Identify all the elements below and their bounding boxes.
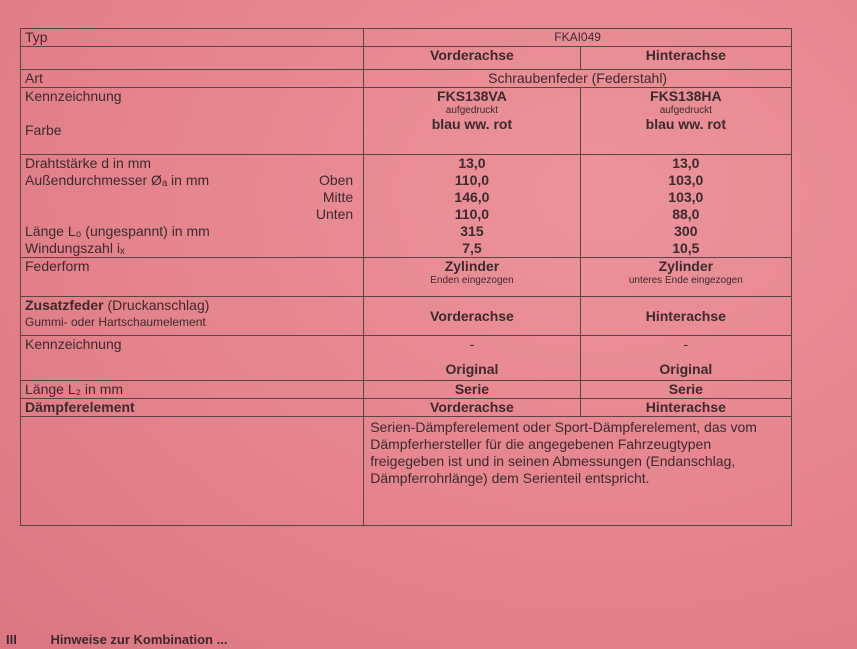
daempfer-front: Vorderachse <box>364 399 580 417</box>
art-value: Schraubenfeder (Federstahl) <box>364 70 792 88</box>
table-row <box>21 399 792 417</box>
laenge2-label: Länge L₂ in mm <box>21 381 364 399</box>
art-label: Art <box>21 70 364 88</box>
dimension-front-values <box>364 155 580 258</box>
farbe-label: Farbe <box>25 122 62 138</box>
table-row <box>21 29 792 47</box>
table-row <box>21 47 792 70</box>
table-row <box>21 88 792 155</box>
dash-rear: - <box>683 336 689 352</box>
federform-rear-note: unteres Ende eingezogen <box>628 275 743 286</box>
zusatzfeder-sub: Gummi- oder Hartschaumelement <box>25 315 206 329</box>
table-row <box>21 297 792 336</box>
oben-label: Oben <box>318 172 354 188</box>
serie-rear: Serie <box>580 381 791 399</box>
footer-marker: III <box>6 632 17 647</box>
original-rear-cell <box>580 336 791 381</box>
table-row <box>21 336 792 381</box>
table-row <box>21 258 792 297</box>
kennzeichnung-farbe-labels <box>21 88 364 155</box>
daempfer-rear: Hinterachse <box>580 399 791 417</box>
mitte-front: 146,0 <box>454 189 490 205</box>
header-front-axle: Vorderachse <box>364 47 580 70</box>
table-row <box>21 70 792 88</box>
zusatzfeder-label-cell <box>21 297 364 336</box>
farbe-rear: blau ww. rot <box>645 116 727 132</box>
laenge-label: Länge L₀ (ungespannt) in mm <box>25 223 210 239</box>
table-row <box>21 155 792 258</box>
typ-label: Typ <box>21 29 364 47</box>
kennzeichnung-label: Kennzeichnung <box>25 88 122 104</box>
unten-rear: 88,0 <box>672 206 700 222</box>
oben-front: 110,0 <box>454 172 490 188</box>
zusatz-rear: Hinterachse <box>580 297 791 336</box>
original-front-cell <box>364 336 580 381</box>
footer-line <box>6 632 257 647</box>
federform-label: Federform <box>21 258 364 297</box>
daempfer-label: Dämpferelement <box>21 399 364 417</box>
federform-rear-cell <box>580 258 791 297</box>
kennz-front-note: aufgedruckt <box>445 105 499 116</box>
header-rear-axle: Hinterachse <box>580 47 791 70</box>
draht-rear: 13,0 <box>672 155 700 171</box>
dimension-labels <box>21 155 364 258</box>
zusatzfeder-label-line <box>25 297 359 314</box>
federform-front: Zylinder <box>444 258 500 274</box>
windung-front: 7,5 <box>462 240 482 256</box>
empty-cell <box>21 47 364 70</box>
windung-label: Windungszahl iₓ <box>25 240 125 256</box>
zusatz-front: Vorderachse <box>364 297 580 336</box>
spring-spec-table <box>20 28 792 526</box>
footer-text: Hinweise zur Kombination ... <box>50 632 228 647</box>
windung-rear: 10,5 <box>672 240 700 256</box>
kennz-rear: FKS138HA <box>650 88 722 104</box>
kennz-rear-cell <box>580 88 791 155</box>
kennz-front-cell <box>364 88 580 155</box>
table-row <box>21 381 792 399</box>
zusatzfeder-label-rest: (Druckanschlag) <box>103 297 210 313</box>
original-rear: Original <box>659 361 713 377</box>
empty-cell <box>21 417 364 526</box>
aussen-row <box>25 172 359 189</box>
serie-front: Serie <box>364 381 580 399</box>
table-row <box>21 417 792 526</box>
daempfer-description: Serien-Dämpferelement oder Sport-Dämpferelement, das vom Dämpferhersteller für die angegebenen Fahrzeugtypen freigegeben ist und in seinen Abmessungen (Endanschlag, Dämpferrohrlänge) dem Serienteil entspricht. <box>364 417 792 526</box>
federform-rear: Zylinder <box>658 258 714 274</box>
aussen-label: Außendurchmesser Øₐ in mm <box>25 172 210 188</box>
dimension-rear-values <box>580 155 791 258</box>
draht-front: 13,0 <box>458 155 486 171</box>
kennzeichnung2-label: Kennzeichnung <box>21 336 364 381</box>
oben-rear: 103,0 <box>668 172 704 188</box>
federform-front-cell <box>364 258 580 297</box>
typ-value: FKAI049 <box>364 29 792 47</box>
original-front: Original <box>445 361 499 377</box>
kennz-rear-note: aufgedruckt <box>659 105 712 116</box>
zusatzfeder-label: Zusatzfeder <box>25 297 104 313</box>
laenge-rear: 300 <box>674 223 698 239</box>
federform-front-note: Enden eingezogen <box>430 275 514 286</box>
unten-front: 110,0 <box>454 206 490 222</box>
unten-label: Unten <box>315 206 354 222</box>
draht-label: Drahtstärke d in mm <box>25 155 152 171</box>
kennz-front: FKS138VA <box>437 88 507 104</box>
mitte-label: Mitte <box>322 189 354 205</box>
dash-front: - <box>469 336 475 352</box>
laenge-front: 315 <box>460 223 484 239</box>
mitte-rear: 103,0 <box>668 189 704 205</box>
farbe-front: blau ww. rot <box>431 116 513 132</box>
